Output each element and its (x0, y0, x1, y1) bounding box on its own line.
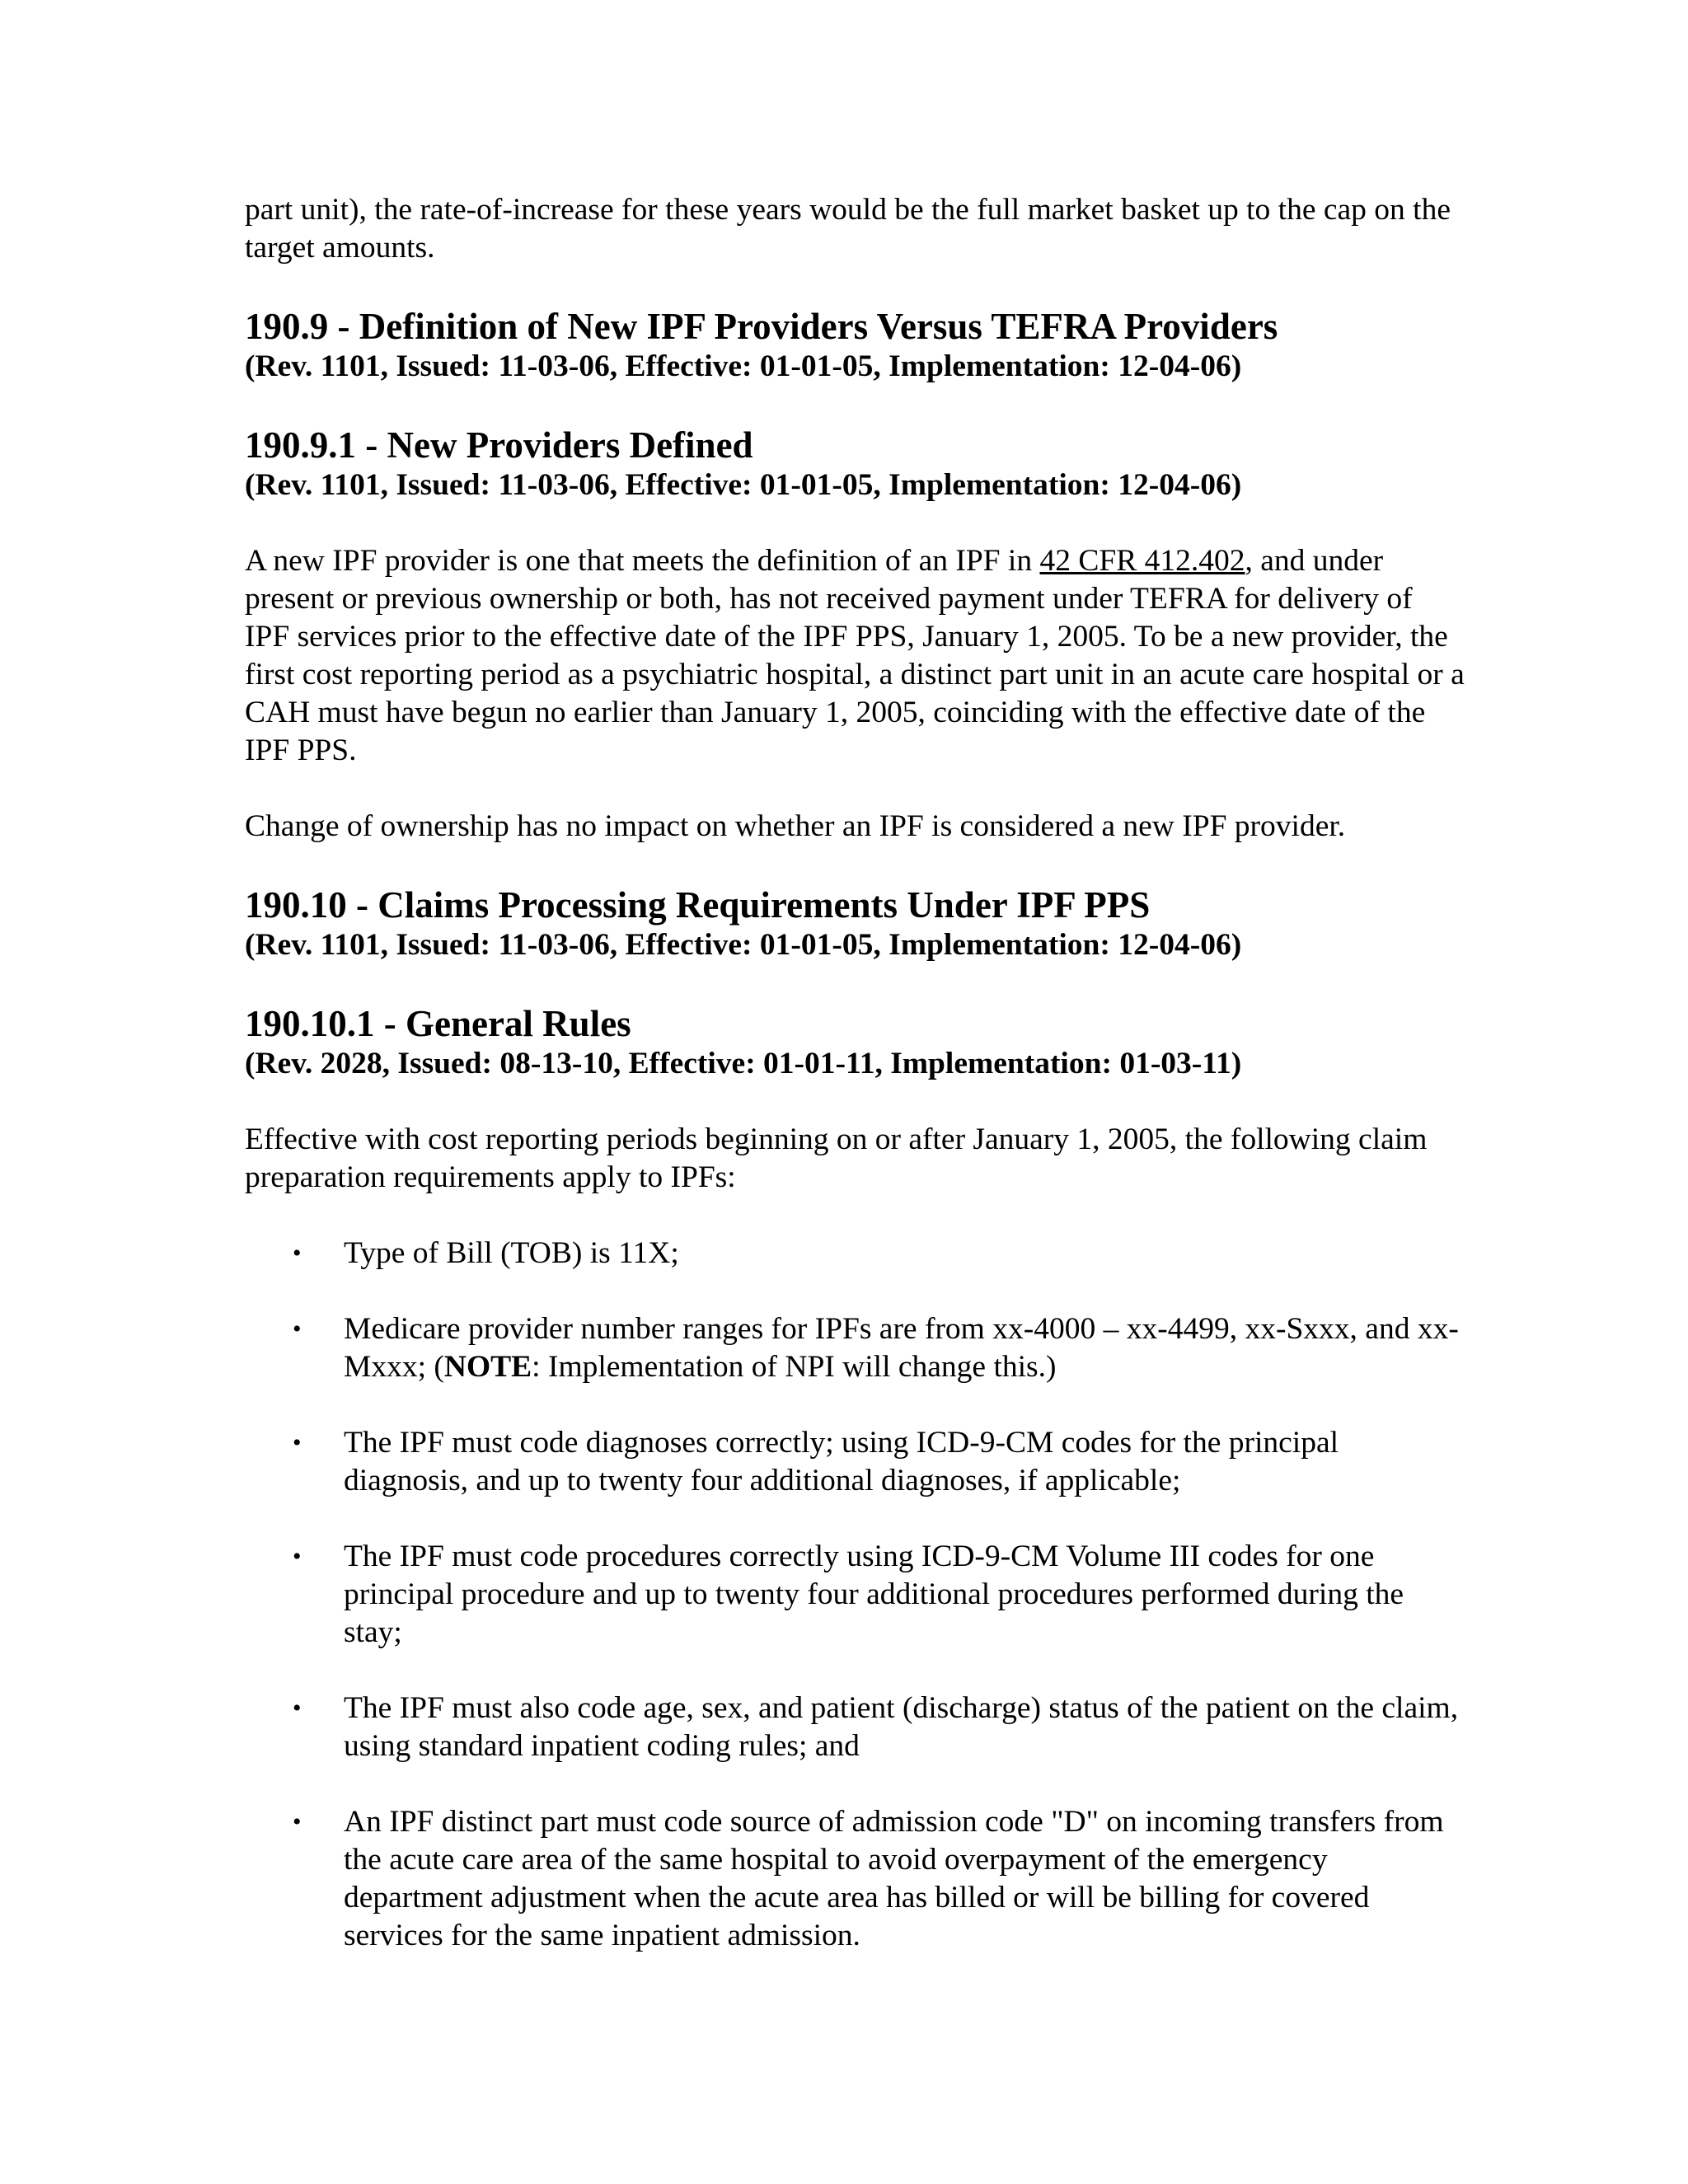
revision-info: (Rev. 2028, Issued: 08-13-10, Effective: 01-01-11, Implementation: 01-03-11) (245, 1047, 1242, 1080)
bullet-icon: • (293, 1240, 302, 1267)
note-label: NOTE (443, 1350, 532, 1384)
list-item-text: The IPF must code diagnoses correctly; using ICD-9-CM codes for the principal diagnosis, and up to twenty four additional diagnoses, if applicable; (344, 1426, 1339, 1497)
bullet-icon: • (293, 1429, 302, 1456)
section-190-10 (245, 883, 1465, 964)
bullet-icon: • (293, 1315, 302, 1343)
requirements-list (245, 1235, 1465, 1955)
section-190-9 (245, 305, 1465, 386)
cfr-link[interactable]: 42 CFR 412.402 (1039, 544, 1245, 578)
list-item-text: The IPF must code procedures correctly using ICD-9-CM Volume III codes for one principal procedure and up to twenty four additional procedures performed during the stay; (344, 1540, 1404, 1649)
revision-info: (Rev. 1101, Issued: 11-03-06, Effective: 01-01-05, Implementation: 12-04-06) (245, 928, 1242, 962)
bullet-icon: • (293, 1694, 302, 1722)
new-provider-paragraph (245, 542, 1465, 770)
list-item (245, 1310, 1465, 1386)
paragraph-text: A new IPF provider is one that meets the definition of an IPF in (245, 544, 1040, 578)
document-page (245, 191, 1465, 1993)
list-item (245, 1538, 1465, 1652)
revision-info: (Rev. 1101, Issued: 11-03-06, Effective: 01-01-05, Implementation: 12-04-06) (245, 349, 1242, 383)
list-item (245, 1424, 1465, 1500)
list-item (245, 1803, 1465, 1955)
section-heading: 190.10 - Claims Processing Requirements Under IPF PPS (245, 884, 1151, 926)
list-item-text: The IPF must also code age, sex, and patient (discharge) status of the patient on the claim, using standard inpatient coding rules; and (344, 1691, 1459, 1763)
list-item-text: Medicare provider number ranges for IPFs are from xx-4000 – xx-4499, xx-Sxxx, and xx-Mxxx; ( (344, 1312, 1459, 1384)
section-190-10-1 (245, 1002, 1465, 1197)
general-rules-paragraph: Effective with cost reporting periods beginning on or after January 1, 2005, the following claim preparation requirements apply to IPFs: (245, 1122, 1428, 1194)
revision-info: (Rev. 1101, Issued: 11-03-06, Effective: 01-01-05, Implementation: 12-04-06) (245, 468, 1242, 502)
list-item-text: An IPF distinct part must code source of admission code "D" on incoming transfers from the acute care area of the same hospital to avoid overpayment of the emergency department adjustment when the acute area has billed or will be billing for covered services for the same inpatient admission. (344, 1805, 1444, 1952)
section-heading: 190.10.1 - General Rules (245, 1003, 631, 1044)
section-190-9-1 (245, 424, 1465, 846)
section-heading: 190.9 - Definition of New IPF Providers Versus TEFRA Providers (245, 306, 1278, 347)
ownership-paragraph: Change of ownership has no impact on whether an IPF is considered a new IPF provider. (245, 809, 1346, 843)
list-item (245, 1235, 1465, 1272)
list-item (245, 1690, 1465, 1765)
paragraph-text: , and under present or previous ownership or both, has not received payment under TEFRA for delivery of IPF services prior to the effective date of the IPF PPS, January 1, 2005. To be a new provider, the first cost reporting period as a psychiatric hospital, a distinct part unit in an acute care hospital or a CAH must have begun no earlier than January 1, 2005, coinciding with the effective date of the IPF PPS. (245, 544, 1465, 767)
bullet-icon: • (293, 1808, 302, 1835)
bullet-icon: • (293, 1543, 302, 1570)
intro-paragraph: part unit), the rate-of-increase for these years would be the full market basket up to the cap on the target amounts. (245, 193, 1451, 265)
section-heading: 190.9.1 - New Providers Defined (245, 424, 753, 466)
list-item-text: Type of Bill (TOB) is 11X; (344, 1236, 679, 1270)
note-text: : Implementation of NPI will change this.) (532, 1350, 1057, 1384)
